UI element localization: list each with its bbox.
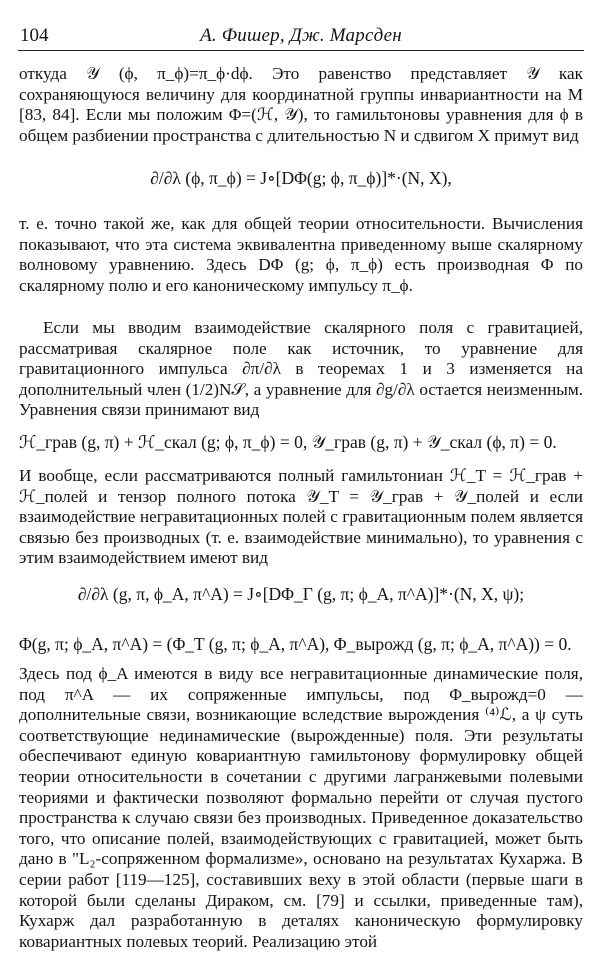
paragraph-5: Здесь под ϕ_A имеются в виду все негравитационные динамические поля, под π^A — их сопряженные импульсы, под Φ_вырожд=0 — дополнительные связи, возникающие вследствие вырождения ⁽⁴⁾ℒ, а ψ суть соответствующие нединамические (вырожденные) поля. Эти результаты обеспечивают единую ковариантную гамильтонову формулировку общей теории относительности в сочетании с другими лагранжевыми полевыми теориями и фактически позволяют формально перейти от случая пустого пространства к случаю связи без производных. Приведенное доказательство того, что описание полей, взаимодействующих с гравитацией, может быть дано в "L₂-сопряженном формализме», основано на результатах Кухаржа. В серии работ [119—125], составивших веху в этой области (первые шаги в которой были сделаны Дираком, см. [79] и ссылки, приведенные там), Кухарж дал разработанную в деталях каноническую формулировку ковариантных полевых теорий. Реализацию этой: [19, 664, 583, 951]
paragraph-1: откуда 𝒴 (ϕ, π_ϕ)=π_ϕ·dϕ. Это равенство представляет 𝒴 как сохраняющуюся величину для координатной группы инвариантности на M [83, 84]. Если мы положим Φ=(ℋ, 𝒴), то гамильтоновы уравнения для ϕ в общем разбиении пространства с длительностью N и сдвигом X примут вид: [19, 64, 583, 145]
page-header: [18, 22, 584, 51]
running-title: А. Фишер, Дж. Марсден: [200, 25, 402, 46]
paragraph-3: Если мы вводим взаимодействие скалярного поля с гравитацией, рассматривая скалярное поле как источник, то уравнение для гравитационного импульса ∂π/∂λ в теоремах 1 и 3 изменяется на дополнительный член (1/2)N𝒮, а уравнение для ∂g/∂λ остается неизменным. Уравнения связи принимают вид: [19, 318, 583, 420]
equation-3: ∂/∂λ (g, π, ϕ_A, π^A) = J∘[DΦ_Γ (g, π; ϕ_A, π^A)]*·(N, X, ψ);: [77, 584, 525, 604]
paragraph-4: И вообще, если рассматриваются полный гамильтониан ℋ_T = ℋ_грав + ℋ_полей и тензор полного потока 𝒴_T = 𝒴_грав + 𝒴_полей и если взаимодействие негравитационных полей с гравитационным полем является связью без производных (т. е. взаимодействие минимально), то уравнения с этим взаимодействием имеют вид: [19, 466, 583, 568]
equation-2: ℋ_грав (g, π) + ℋ_скал (g; ϕ, π_ϕ) = 0, 𝒴_грав (g, π) + 𝒴_скал (ϕ, π) = 0.: [19, 432, 557, 452]
paragraph-2: т. е. точно такой же, как для общей теории относительности. Вычисления показывают, что эта система эквивалентна приведенному выше скалярному волновому уравнению. Здесь DΦ (g; ϕ, π_ϕ) есть производная Φ по скалярному полю и его каноническому импульсу π_ϕ.: [19, 214, 583, 295]
equation-1: ∂/∂λ (ϕ, π_ϕ) = J∘[DΦ(g; ϕ, π_ϕ)]*·(N, X),: [150, 168, 452, 188]
page-number: 104: [20, 25, 49, 46]
equation-4: Φ(g, π; ϕ_A, π^A) = (Φ_T (g, π; ϕ_A, π^A), Φ_вырожд (g, π; ϕ_A, π^A)) = 0.: [19, 634, 572, 654]
